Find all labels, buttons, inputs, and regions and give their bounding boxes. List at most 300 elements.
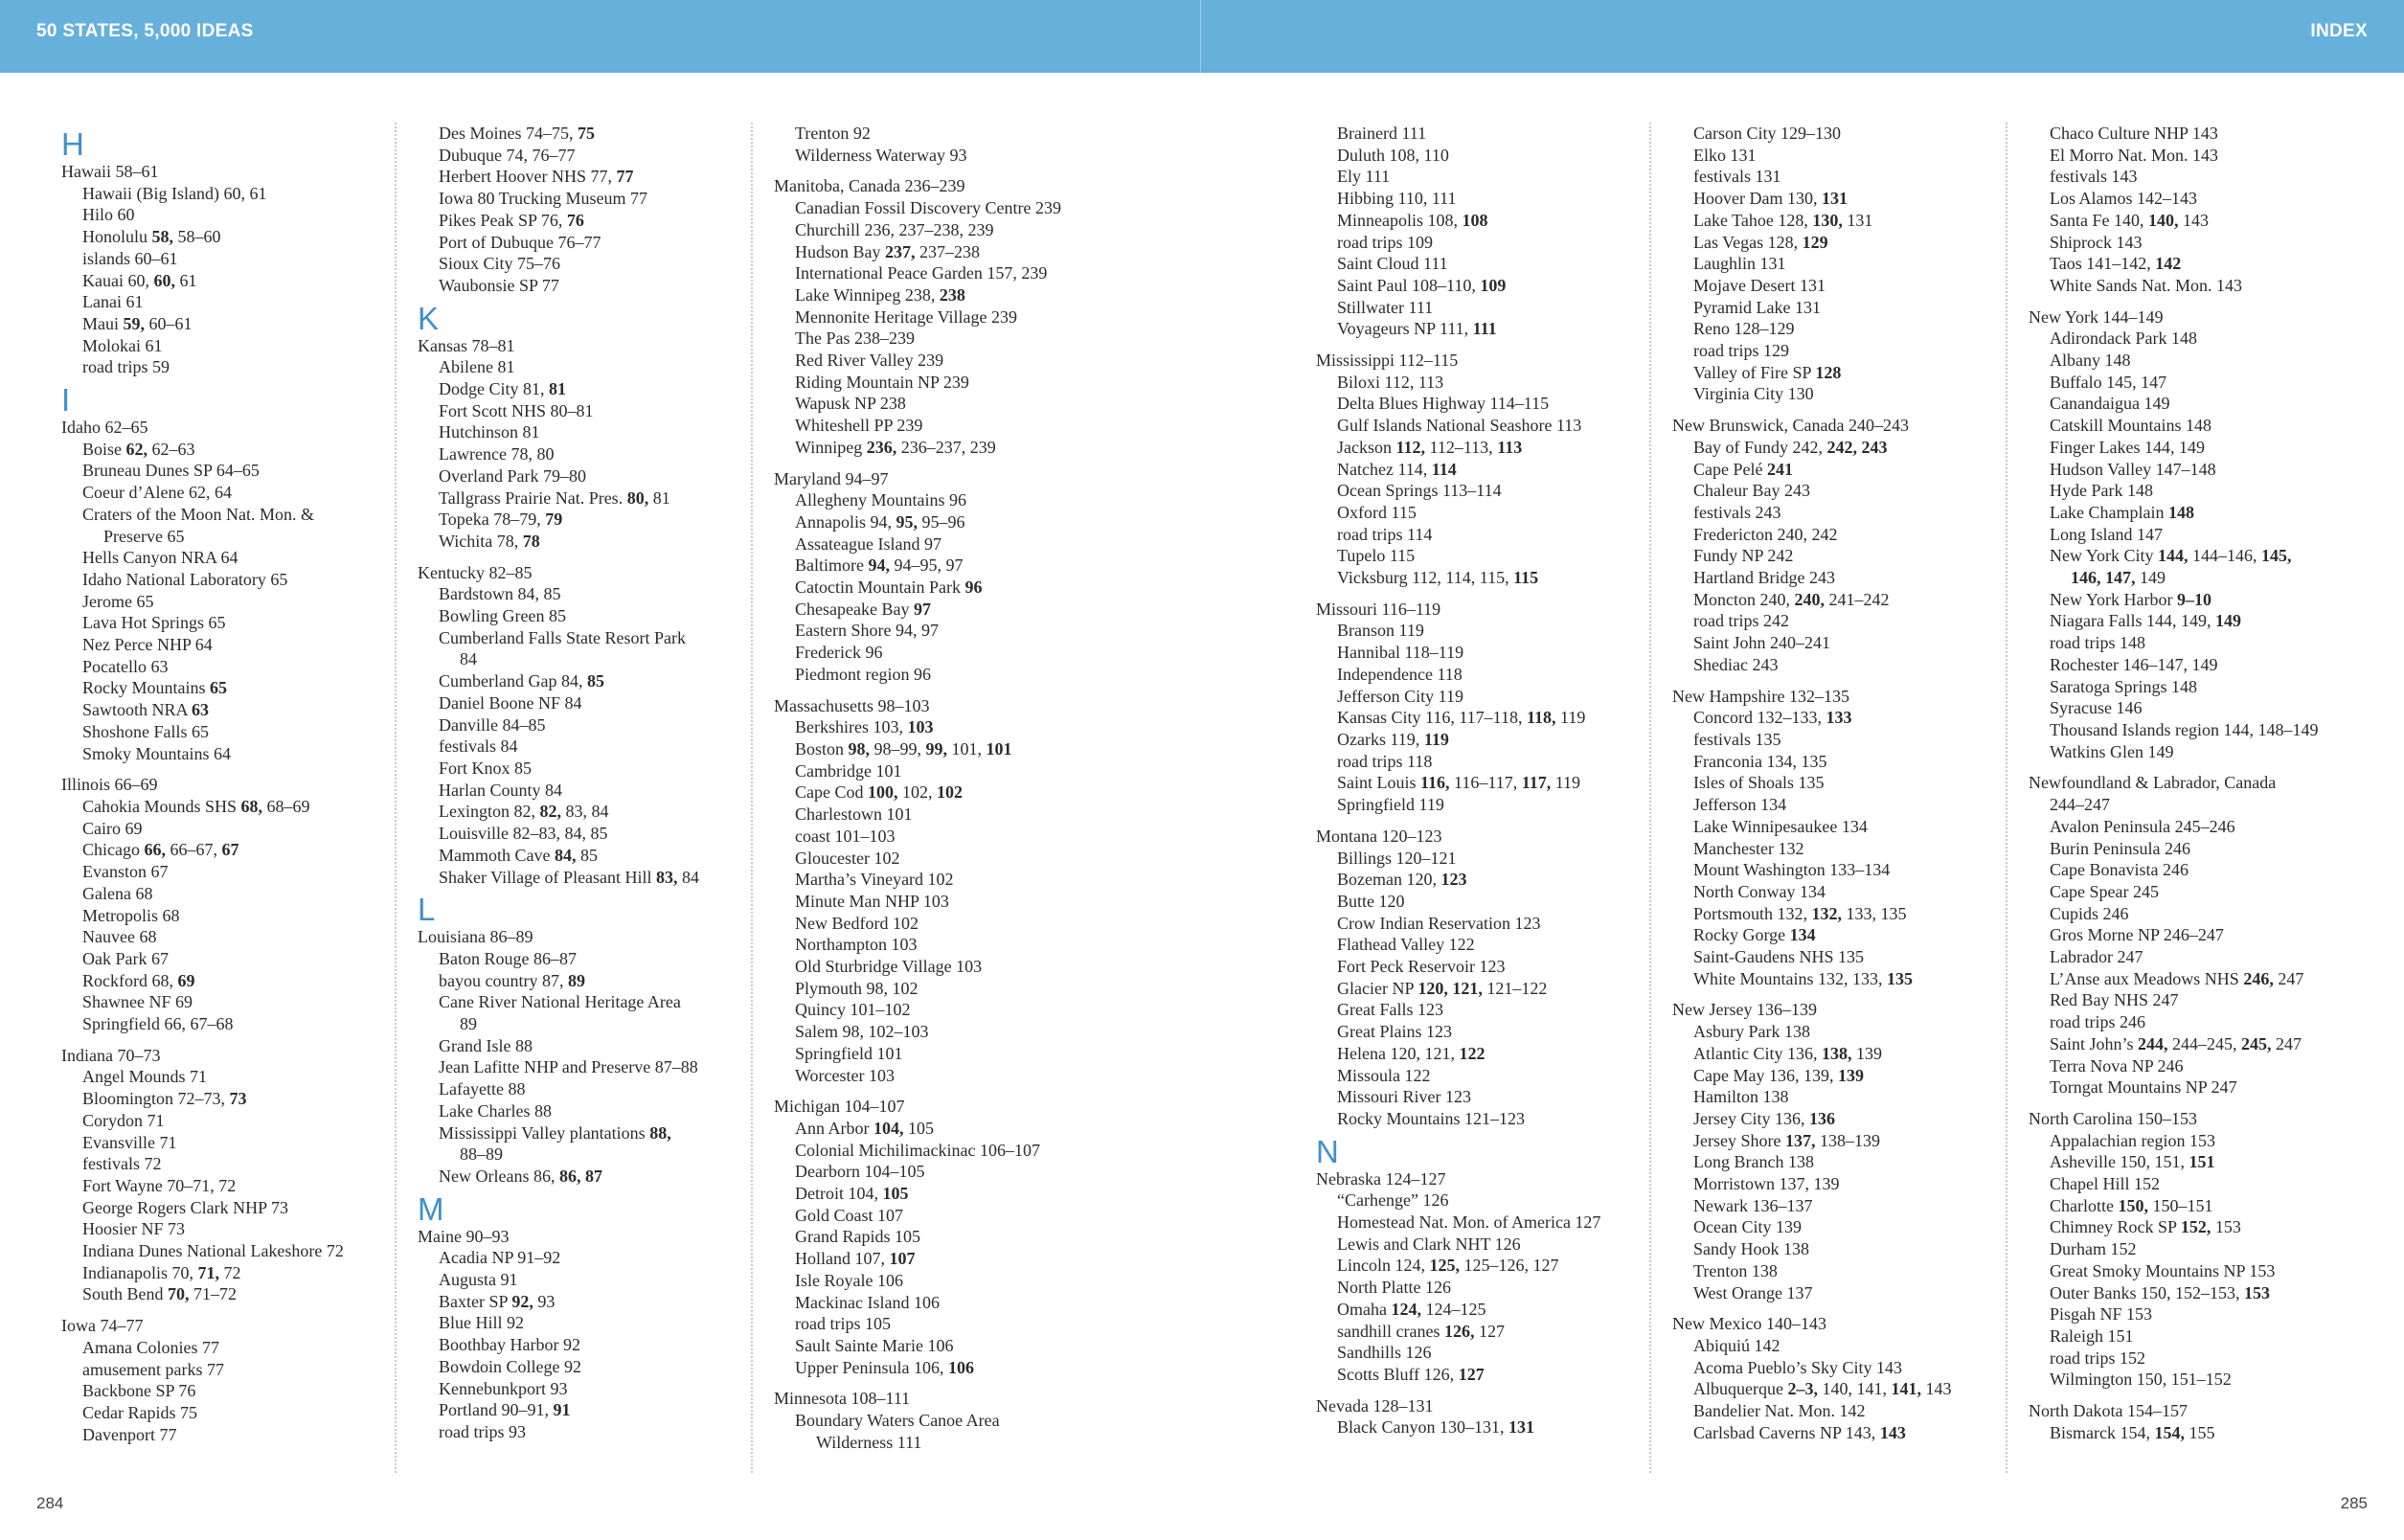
index-subentry: Isles of Shoals 135 (1693, 773, 1825, 793)
index-subentry: Lake Charles 88 (439, 1100, 552, 1121)
index-subentry: Corydon 71 (82, 1110, 165, 1130)
index-subentry: Plymouth 98, 102 (795, 978, 919, 998)
index-subentry: Bardstown 84, 85 (439, 584, 561, 604)
index-subentry: Hoosier NF 73 (82, 1219, 185, 1239)
index-subentry: Long Branch 138 (1693, 1152, 1814, 1172)
index-subentry: Rockford 68, 69 (82, 970, 195, 990)
index-subentry: Chaco Culture NHP 143 (2050, 124, 2218, 143)
index-subentry: Riding Mountain NP 239 (795, 372, 969, 392)
index-subentry: Cambridge 101 (795, 760, 902, 781)
index-subentry: Honolulu 58, 58–60 (82, 227, 221, 247)
index-subentry: Winnipeg 236, 236–237, 239 (795, 437, 996, 457)
index-entry: New Brunswick, Canada 240–243 (1672, 416, 1909, 436)
index-subentry: Canadian Fossil Discovery Centre 239 (795, 198, 1061, 218)
index-subentry: Hutchinson 81 (439, 422, 540, 442)
index-subentry: Delta Blues Highway 114–115 (1337, 394, 1550, 414)
index-subentry: Idaho National Laboratory 65 (82, 569, 288, 589)
index-subentry: Chaleur Bay 243 (1693, 481, 1810, 501)
index-subentry: Chimney Rock SP 152, 153 (2050, 1217, 2241, 1237)
index-subentry: Wichita 78, 78 (439, 531, 540, 551)
index-subentry: Kennebunkport 93 (439, 1378, 568, 1398)
index-subentry: road trips 148 (2050, 633, 2145, 653)
index-subentry: Rochester 146–147, 149 (2050, 654, 2218, 674)
index-subentry: Sioux City 75–76 (439, 254, 561, 274)
index-subentry: Daniel Boone NF 84 (439, 692, 582, 713)
index-subentry: Chesapeake Bay 97 (795, 599, 931, 619)
index-subentry: Lake Champlain 148 (2050, 502, 2194, 522)
index-subentry: Cumberland Falls State Resort Park (439, 627, 686, 647)
index-subentry: festivals 243 (1693, 502, 1781, 522)
index-subentry: Missouri River 123 (1337, 1087, 1472, 1107)
index-subentry: 84 (460, 649, 477, 669)
index-subentry: Shiprock 143 (2050, 232, 2143, 252)
index-subentry: Sault Sainte Marie 106 (795, 1335, 954, 1355)
index-subentry: “Carhenge” 126 (1337, 1190, 1449, 1211)
index-subentry: Red River Valley 239 (795, 351, 944, 371)
index-column-5 (1649, 123, 1998, 1473)
index-subentry: Bloomington 72–73, 73 (82, 1089, 247, 1109)
index-subentry: Springfield 66, 67–68 (82, 1014, 234, 1034)
index-entry: Massachusetts 98–103 (774, 695, 930, 715)
index-subentry: Burin Peninsula 246 (2050, 838, 2190, 858)
index-subentry: Scotts Bluff 126, 127 (1337, 1364, 1485, 1384)
index-subentry: West Orange 137 (1693, 1282, 1813, 1302)
index-subentry: Jersey Shore 137, 138–139 (1693, 1130, 1880, 1150)
index-subentry: Acadia NP 91–92 (439, 1248, 561, 1268)
index-subentry: Angel Mounds 71 (82, 1067, 207, 1087)
index-subentry: Outer Banks 150, 152–153, 153 (2050, 1282, 2270, 1302)
index-subentry: Piedmont region 96 (795, 664, 931, 684)
index-subentry: Smoky Mountains 64 (82, 743, 232, 763)
index-subentry: Fundy NP 242 (1693, 546, 1794, 566)
index-subentry: Quincy 101–102 (795, 1000, 911, 1020)
index-subentry: Springfield 101 (795, 1043, 903, 1063)
index-subentry: Albuquerque 2–3, 140, 141, 141, 143 (1693, 1379, 1952, 1399)
index-subentry: Lake Tahoe 128, 130, 131 (1693, 210, 1873, 230)
index-subentry: Red Bay NHS 247 (2050, 990, 2179, 1010)
index-subentry: Flathead Valley 122 (1337, 935, 1475, 955)
index-entry: New Jersey 136–139 (1672, 1000, 1817, 1020)
index-subentry: Annapolis 94, 95, 95–96 (795, 511, 965, 532)
index-subentry: North Platte 126 (1337, 1278, 1451, 1298)
index-subentry: Abiquiú 142 (1693, 1335, 1780, 1355)
index-subentry: road trips 129 (1693, 341, 1789, 361)
index-subentry: Catoctin Mountain Park 96 (795, 578, 983, 598)
index-subentry: Terra Nova NP 246 (2050, 1055, 2184, 1076)
index-subentry: Rocky Mountains 121–123 (1337, 1108, 1525, 1128)
index-subentry: Pikes Peak SP 76, 76 (439, 210, 584, 230)
index-subentry: Sawtooth NRA 63 (82, 700, 210, 720)
index-subentry: bayou country 87, 89 (439, 970, 585, 990)
index-subentry: Hilo 60 (82, 205, 135, 225)
index-entry: Michigan 104–107 (774, 1097, 905, 1117)
index-subentry: Canandaigua 149 (2050, 394, 2170, 414)
index-subentry: Hyde Park 148 (2050, 481, 2153, 501)
index-entry: Kentucky 82–85 (418, 562, 533, 582)
index-subentry: Great Falls 123 (1337, 1000, 1443, 1020)
index-subentry: road trips 246 (2050, 1012, 2145, 1032)
index-subentry: Ozarks 119, 119 (1337, 729, 1449, 749)
index-subentry: Charlestown 101 (795, 804, 913, 825)
index-subentry: Pocatello 63 (82, 656, 169, 676)
index-subentry: Watkins Glen 149 (2050, 741, 2174, 761)
index-subentry: Boise 62, 62–63 (82, 439, 195, 459)
index-subentry: Acoma Pueblo’s Sky City 143 (1693, 1357, 1903, 1377)
index-subentry: Concord 132–133, 133 (1693, 708, 1852, 728)
index-subentry: Hartland Bridge 243 (1693, 568, 1835, 588)
index-subentry: Pyramid Lake 131 (1693, 297, 1821, 317)
index-subentry: L’Anse aux Meadows NHS 246, 247 (2050, 968, 2304, 988)
index-subentry: Great Plains 123 (1337, 1022, 1452, 1042)
index-subentry: Frederick 96 (795, 643, 883, 663)
index-subentry: Stillwater 111 (1337, 297, 1434, 317)
index-subentry: Gloucester 102 (795, 848, 900, 868)
index-subentry: Hudson Bay 237, 237–238 (795, 241, 980, 261)
index-subentry: Lanai 61 (82, 292, 144, 312)
index-subentry: Colonial Michilimackinac 106–107 (795, 1140, 1040, 1160)
index-subentry: Tallgrass Prairie Nat. Pres. 80, 81 (439, 487, 670, 508)
index-subentry: Hibbing 110, 111 (1337, 189, 1457, 209)
index-subentry: Overland Park 79–80 (439, 465, 586, 486)
index-subentry: Asbury Park 138 (1693, 1022, 1810, 1042)
index-subentry: Nez Perce NHP 64 (82, 635, 213, 655)
index-subentry: Wilmington 150, 151–152 (2050, 1370, 2232, 1390)
index-section-letter: I (61, 382, 71, 419)
index-subentry: Boothbay Harbor 92 (439, 1335, 580, 1355)
index-subentry: Shoshone Falls 65 (82, 721, 210, 741)
index-subentry: Mammoth Cave 84, 85 (439, 845, 598, 865)
index-subentry: Worcester 103 (795, 1065, 896, 1085)
index-entry: North Carolina 150–153 (2029, 1108, 2197, 1128)
index-subentry: Cumberland Gap 84, 85 (439, 671, 604, 691)
index-subentry: Evanston 67 (82, 862, 169, 882)
index-section-letter: H (61, 126, 84, 162)
index-subentry: Trenton 92 (795, 124, 871, 143)
index-subentry: 89 (460, 1014, 477, 1034)
index-subentry: Oak Park 67 (82, 948, 169, 968)
index-subentry: Bruneau Dunes SP 64–65 (82, 461, 260, 481)
index-subentry: Springfield 119 (1337, 795, 1444, 815)
index-subentry: Fort Knox 85 (439, 758, 533, 778)
index-subentry: Appalachian region 153 (2050, 1130, 2215, 1150)
index-subentry: Sandy Hook 138 (1693, 1239, 1809, 1259)
index-entry: Louisiana 86–89 (418, 927, 533, 947)
index-subentry: Reno 128–129 (1693, 319, 1795, 339)
index-subentry: Las Vegas 128, 129 (1693, 232, 1828, 252)
index-entry: New York 144–149 (2029, 306, 2164, 327)
index-subentry: Ocean Springs 113–114 (1337, 481, 1502, 501)
index-subentry: Durham 152 (2050, 1239, 2137, 1259)
index-subentry: Eastern Shore 94, 97 (795, 621, 939, 641)
index-subentry: Missoula 122 (1337, 1065, 1431, 1085)
index-subentry: Cairo 69 (82, 818, 143, 838)
index-subentry: festivals 72 (82, 1154, 162, 1174)
index-subentry: Kauai 60, 60, 61 (82, 270, 197, 290)
index-subentry: Natchez 114, 114 (1337, 459, 1457, 479)
index-subentry: amusement parks 77 (82, 1359, 224, 1379)
index-subentry: festivals 131 (1693, 167, 1781, 187)
index-subentry: Cape Spear 245 (2050, 881, 2159, 901)
index-subentry: The Pas 238–239 (795, 328, 915, 349)
index-subentry: Fort Peck Reservoir 123 (1337, 957, 1506, 977)
index-entry: Idaho 62–65 (61, 418, 148, 438)
index-subentry: Cape Bonavista 246 (2050, 860, 2189, 880)
index-subentry: Chapel Hill 152 (2050, 1174, 2160, 1194)
index-subentry: Whiteshell PP 239 (795, 416, 923, 436)
index-column-6 (2006, 123, 2354, 1473)
index-subentry: Amana Colonies 77 (82, 1337, 219, 1357)
index-subentry: Hells Canyon NRA 64 (82, 548, 238, 568)
index-subentry: Lincoln 124, 125, 125–126, 127 (1337, 1256, 1559, 1276)
index-subentry: Blue Hill 92 (439, 1313, 524, 1333)
index-subentry: Manchester 132 (1693, 838, 1804, 858)
index-subentry: Catskill Mountains 148 (2050, 416, 2212, 436)
index-entry: Nebraska 124–127 (1316, 1168, 1446, 1189)
index-subentry: Avalon Peninsula 245–246 (2050, 816, 2235, 836)
index-subentry: Bandelier Nat. Mon. 142 (1693, 1401, 1866, 1421)
index-subentry: Detroit 104, 105 (795, 1184, 909, 1204)
index-subentry: Fort Scott NHS 80–81 (439, 400, 594, 420)
index-subentry: Preserve 65 (103, 526, 185, 546)
index-subentry: sandhill cranes 126, 127 (1337, 1321, 1505, 1341)
index-subentry: Virginia City 130 (1693, 384, 1814, 404)
page-number-right: 285 (2340, 1494, 2368, 1512)
index-subentry: Ely 111 (1337, 167, 1391, 187)
index-subentry: Glacier NP 120, 121, 121–122 (1337, 978, 1548, 998)
index-subentry: Minute Man NHP 103 (795, 891, 949, 911)
index-subentry: Carlsbad Caverns NP 143, 143 (1693, 1422, 1906, 1442)
index-subentry: Fort Wayne 70–71, 72 (82, 1175, 237, 1195)
index-subentry: Iowa 80 Trucking Museum 77 (439, 189, 648, 209)
index-subentry: New Orleans 86, 86, 87 (439, 1166, 602, 1186)
index-subentry: Dubuque 74, 76–77 (439, 145, 576, 165)
index-subentry: Cape Cod 100, 102, 102 (795, 782, 963, 803)
index-subentry: Elko 131 (1693, 145, 1757, 165)
index-subentry: Chicago 66, 66–67, 67 (82, 840, 239, 860)
index-subentry: New York Harbor 9–10 (2050, 589, 2211, 609)
index-subentry: Augusta 91 (439, 1270, 518, 1290)
index-subentry: road trips 152 (2050, 1348, 2145, 1368)
index-subentry: Jefferson 134 (1693, 795, 1787, 815)
index-subentry: Saint Louis 116, 116–117, 117, 119 (1337, 773, 1581, 793)
index-subentry: El Morro Nat. Mon. 143 (2050, 145, 2218, 165)
index-subentry: Lafayette 88 (439, 1079, 526, 1099)
index-subentry: Carson City 129–130 (1693, 124, 1842, 143)
index-entry: Hawaii 58–61 (61, 162, 159, 181)
index-subentry: Billings 120–121 (1337, 848, 1457, 868)
index-subentry: Shediac 243 (1693, 654, 1779, 674)
index-subentry: Mount Washington 133–134 (1693, 860, 1891, 880)
index-subentry: Voyageurs NP 111, 111 (1337, 319, 1497, 339)
index-subentry: Jefferson City 119 (1337, 686, 1463, 706)
index-subentry: Lexington 82, 82, 83, 84 (439, 802, 609, 822)
index-entry: Nevada 128–131 (1316, 1395, 1434, 1415)
index-subentry: Mojave Desert 131 (1693, 275, 1826, 295)
index-subentry: Shawnee NF 69 (82, 992, 193, 1012)
index-subentry: Lake Winnipesaukee 134 (1693, 816, 1868, 836)
index-subentry: road trips 105 (795, 1314, 891, 1334)
index-entry: North Dakota 154–157 (2029, 1401, 2188, 1421)
index-subentry: Boston 98, 98–99, 99, 101, 101 (795, 738, 1012, 759)
index-subentry: Sandhills 126 (1337, 1343, 1432, 1363)
index-subentry: Bay of Fundy 242, 242, 243 (1693, 437, 1888, 457)
index-subentry: Atlantic City 136, 138, 139 (1693, 1043, 1882, 1063)
index-subentry: Salem 98, 102–103 (795, 1022, 929, 1042)
index-subentry: Omaha 124, 124–125 (1337, 1299, 1486, 1319)
index-subentry: Valley of Fire SP 128 (1693, 362, 1842, 382)
index-subentry: road trips 118 (1337, 751, 1433, 771)
index-subentry: Rocky Gorge 134 (1693, 925, 1816, 945)
index-subentry: Maui 59, 60–61 (82, 313, 193, 333)
index-subentry: Hudson Valley 147–148 (2050, 459, 2216, 479)
index-subentry: Pisgah NF 153 (2050, 1304, 2153, 1325)
index-subentry: Danville 84–85 (439, 714, 546, 735)
index-subentry: Gulf Islands National Seashore 113 (1337, 416, 1582, 436)
spread-gutter (1200, 0, 1201, 73)
index-subentry: Santa Fe 140, 140, 143 (2050, 210, 2209, 230)
index-subentry: Kansas City 116, 117–118, 118, 119 (1337, 708, 1586, 728)
index-subentry: Baxter SP 92, 93 (439, 1291, 556, 1311)
index-subentry: Grand Isle 88 (439, 1035, 533, 1055)
index-subentry: Cahokia Mounds SHS 68, 68–69 (82, 796, 310, 816)
index-subentry: Los Alamos 142–143 (2050, 189, 2198, 209)
index-subentry: Herbert Hoover NHS 77, 77 (439, 167, 634, 187)
index-subentry: Labrador 247 (2050, 947, 2143, 967)
index-subentry: Finger Lakes 144, 149 (2050, 437, 2205, 457)
index-subentry: Long Island 147 (2050, 524, 2163, 544)
index-subentry: Isle Royale 106 (795, 1270, 903, 1290)
section-title: INDEX (2310, 21, 2368, 41)
index-subentry: Ocean City 139 (1693, 1217, 1802, 1237)
index-subentry: South Bend 70, 71–72 (82, 1284, 238, 1304)
index-subentry: White Sands Nat. Mon. 143 (2050, 275, 2242, 295)
index-subentry: Tupelo 115 (1337, 546, 1416, 566)
index-subentry: Newark 136–137 (1693, 1195, 1813, 1215)
index-subentry: Raleigh 151 (2050, 1325, 2134, 1346)
index-subentry: Saratoga Springs 148 (2050, 676, 2197, 696)
index-subentry: Butte 120 (1337, 891, 1405, 911)
index-subentry: Harlan County 84 (439, 780, 562, 800)
book-title: 50 STATES, 5,000 IDEAS (36, 21, 254, 41)
index-subentry: International Peace Garden 157, 239 (795, 263, 1048, 283)
index-subentry: Asheville 150, 151, 151 (2050, 1152, 2215, 1172)
index-subentry: Vicksburg 112, 114, 115, 115 (1337, 568, 1539, 588)
index-subentry: Portland 90–91, 91 (439, 1400, 571, 1420)
index-subentry: Upper Peninsula 106, 106 (795, 1357, 974, 1377)
index-subentry: Black Canyon 130–131, 131 (1337, 1417, 1534, 1438)
index-entry: Mississippi 112–115 (1316, 351, 1459, 371)
index-subentry: Berkshires 103, 103 (795, 717, 934, 737)
index-subentry: Laughlin 131 (1693, 254, 1786, 274)
index-subentry: 88–89 (460, 1144, 503, 1165)
index-subentry: Mackinac Island 106 (795, 1292, 940, 1312)
index-entry: Maine 90–93 (418, 1226, 510, 1246)
index-subentry: Churchill 236, 237–238, 239 (795, 219, 994, 239)
index-subentry: islands 60–61 (82, 248, 178, 268)
index-subentry: festivals 135 (1693, 729, 1781, 749)
index-subentry: road trips 109 (1337, 232, 1433, 252)
index-subentry: coast 101–103 (795, 826, 896, 846)
index-subentry: festivals 84 (439, 736, 518, 757)
index-subentry: Niagara Falls 144, 149, 149 (2050, 611, 2241, 631)
index-subentry: Backbone SP 76 (82, 1381, 196, 1401)
page-header (0, 0, 2404, 73)
index-subentry: Great Smoky Mountains NP 153 (2050, 1260, 2276, 1280)
index-subentry: Albany 148 (2050, 351, 2131, 371)
index-subentry: Shaker Village of Pleasant Hill 83, 84 (439, 867, 700, 887)
index-subentry: 244–247 (2050, 795, 2110, 815)
index-subentry: Indiana Dunes National Lakeshore 72 (82, 1241, 344, 1261)
index-subentry: Assateague Island 97 (795, 533, 941, 554)
index-subentry: Bismarck 154, 154, 155 (2050, 1422, 2215, 1442)
index-entry: Montana 120–123 (1316, 826, 1442, 846)
index-subentry: road trips 93 (439, 1421, 526, 1441)
index-subentry: Helena 120, 121, 122 (1337, 1043, 1485, 1063)
index-subentry: Moncton 240, 240, 241–242 (1693, 589, 1890, 609)
index-subentry: Dearborn 104–105 (795, 1162, 925, 1182)
index-column-2 (395, 123, 743, 1473)
index-subentry: New York City 144, 144–146, 145, (2050, 546, 2292, 566)
index-subentry: Hoover Dam 130, 131 (1693, 189, 1848, 209)
index-subentry: Saint John’s 244, 244–245, 245, 247 (2050, 1033, 2302, 1053)
index-subentry: Saint John 240–241 (1693, 633, 1831, 653)
index-column-4 (1316, 123, 1642, 1473)
index-subentry: Independence 118 (1337, 664, 1463, 684)
index-subentry: Jersey City 136, 136 (1693, 1108, 1835, 1128)
index-subentry: Charlotte 150, 150–151 (2050, 1195, 2213, 1215)
index-subentry: Boundary Waters Canoe Area (795, 1411, 1000, 1431)
index-entry: Missouri 116–119 (1316, 599, 1441, 619)
index-subentry: Molokai 61 (82, 335, 163, 355)
index-subentry: Duluth 108, 110 (1337, 145, 1449, 165)
index-subentry: Wilderness 111 (816, 1432, 922, 1452)
index-entry: Illinois 66–69 (61, 775, 158, 795)
index-entry: New Mexico 140–143 (1672, 1314, 1826, 1334)
index-subentry: Hannibal 118–119 (1337, 643, 1464, 663)
index-subentry: Evansville 71 (82, 1132, 177, 1152)
index-subentry: Wapusk NP 238 (795, 394, 906, 414)
index-subentry: road trips 59 (82, 357, 170, 377)
index-subentry: Abilene 81 (439, 357, 515, 377)
index-subentry: Topeka 78–79, 79 (439, 510, 563, 530)
index-subentry: New Bedford 102 (795, 913, 919, 933)
index-subentry: Lava Hot Springs 65 (82, 613, 226, 633)
index-subentry: Wilderness Waterway 93 (795, 145, 967, 165)
index-subentry: Fredericton 240, 242 (1693, 524, 1838, 544)
index-subentry: festivals 143 (2050, 167, 2138, 187)
index-subentry: Homestead Nat. Mon. of America 127 (1337, 1212, 1601, 1233)
index-subentry: Northampton 103 (795, 935, 918, 955)
index-subentry: Port of Dubuque 76–77 (439, 232, 601, 252)
index-column-1 (61, 123, 387, 1473)
index-entry: Manitoba, Canada 236–239 (774, 176, 965, 196)
index-subentry: North Conway 134 (1693, 881, 1826, 901)
index-subentry: Torngat Mountains NP 247 (2050, 1077, 2237, 1098)
index-subentry: Trenton 138 (1693, 1260, 1778, 1280)
index-subentry: Galena 68 (82, 883, 153, 903)
index-subentry: Jean Lafitte NHP and Preserve 87–88 (439, 1057, 698, 1077)
index-subentry: Old Sturbridge Village 103 (795, 957, 983, 977)
index-subentry: Minneapolis 108, 108 (1337, 210, 1488, 230)
index-subentry: Hawaii (Big Island) 60, 61 (82, 183, 267, 203)
index-entry: New Hampshire 132–135 (1672, 686, 1849, 706)
index-subentry: Thousand Islands region 144, 148–149 (2050, 719, 2319, 739)
index-subentry: Des Moines 74–75, 75 (439, 124, 595, 143)
index-subentry: Martha’s Vineyard 102 (795, 870, 954, 890)
index-subentry: Portsmouth 132, 132, 133, 135 (1693, 903, 1907, 923)
index-column-3 (751, 123, 1100, 1473)
index-subentry: George Rogers Clark NHP 73 (82, 1197, 288, 1217)
